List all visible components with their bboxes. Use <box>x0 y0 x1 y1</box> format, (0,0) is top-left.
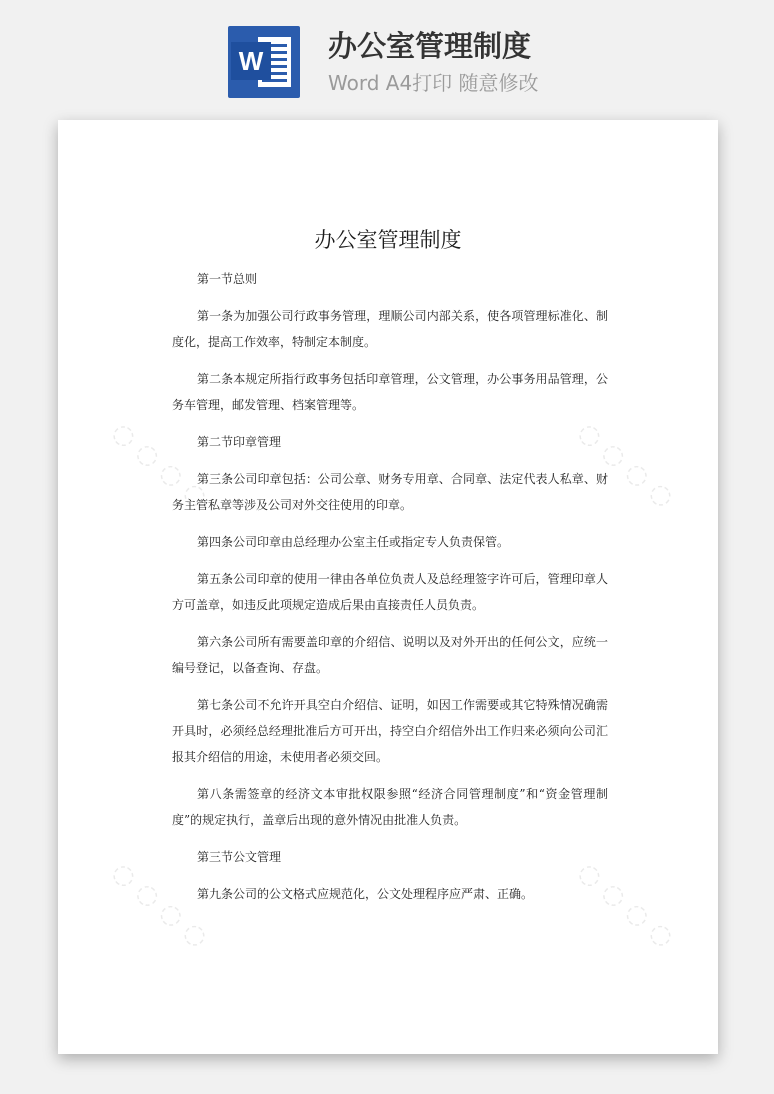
article-paragraph: 第七条公司不允许开具空白介绍信、证明，如因工作需要或其它特殊情况确需开具时，必须经总经理批准后方可开出，持空白介绍信外出工作归来必须向公司汇报其介绍信的用途，未使用者必须交回。 <box>172 698 608 764</box>
document-body <box>172 266 608 907</box>
document-page <box>58 120 718 1054</box>
word-letter-w: W <box>231 42 271 80</box>
watermark-graphic: ◌ ◌ ◌ ◌ <box>105 856 214 954</box>
header-title: 办公室管理制度 <box>328 29 532 63</box>
header-banner <box>0 0 774 110</box>
watermark-graphic: ◌ ◌ ◌ ◌ <box>105 416 214 514</box>
article-paragraph: 第九条公司的公文格式应规范化，公文处理程序应严肃、正确。 <box>197 887 534 901</box>
document-title: 办公室管理制度 <box>314 228 462 252</box>
article-paragraph: 第六条公司所有需要盖印章的介绍信、说明以及对外开出的任何公文，应统一编号登记，以备查询、存盘。 <box>172 635 608 675</box>
article-paragraph: 第五条公司印章的使用一律由各单位负责人及总经理签字许可后，管理印章人方可盖章，如违反此项规定造成后果由直接责任人员负责。 <box>172 572 608 612</box>
section-heading: 第三节公文管理 <box>197 850 282 864</box>
watermark-graphic: ◌ ◌ ◌ ◌ <box>571 416 680 514</box>
watermark-graphic: ◌ ◌ ◌ ◌ <box>571 856 680 954</box>
section-heading: 第一节总则 <box>197 272 258 286</box>
article-paragraph: 第二条本规定所指行政事务包括印章管理，公文管理，办公事务用品管理，公务车管理，邮发管理、档案管理等。 <box>172 372 608 412</box>
section-heading: 第二节印章管理 <box>197 435 282 449</box>
word-document-icon <box>228 26 300 98</box>
article-paragraph: 第三条公司印章包括：公司公章、财务专用章、合同章、法定代表人私章、财务主管私章等涉及公司对外交往使用的印章。 <box>172 472 608 512</box>
article-paragraph: 第八条需签章的经济文本审批权限参照“经济合同管理制度”和“资金管理制度”的规定执行，盖章后出现的意外情况由批准人负责。 <box>172 787 608 827</box>
article-paragraph: 第一条为加强公司行政事务管理，理顺公司内部关系，使各项管理标准化、制度化，提高工作效率，特制定本制度。 <box>172 309 608 349</box>
header-subtitle: Word A4打印 随意修改 <box>328 71 539 95</box>
article-paragraph: 第四条公司印章由总经理办公室主任或指定专人负责保管。 <box>197 535 510 549</box>
